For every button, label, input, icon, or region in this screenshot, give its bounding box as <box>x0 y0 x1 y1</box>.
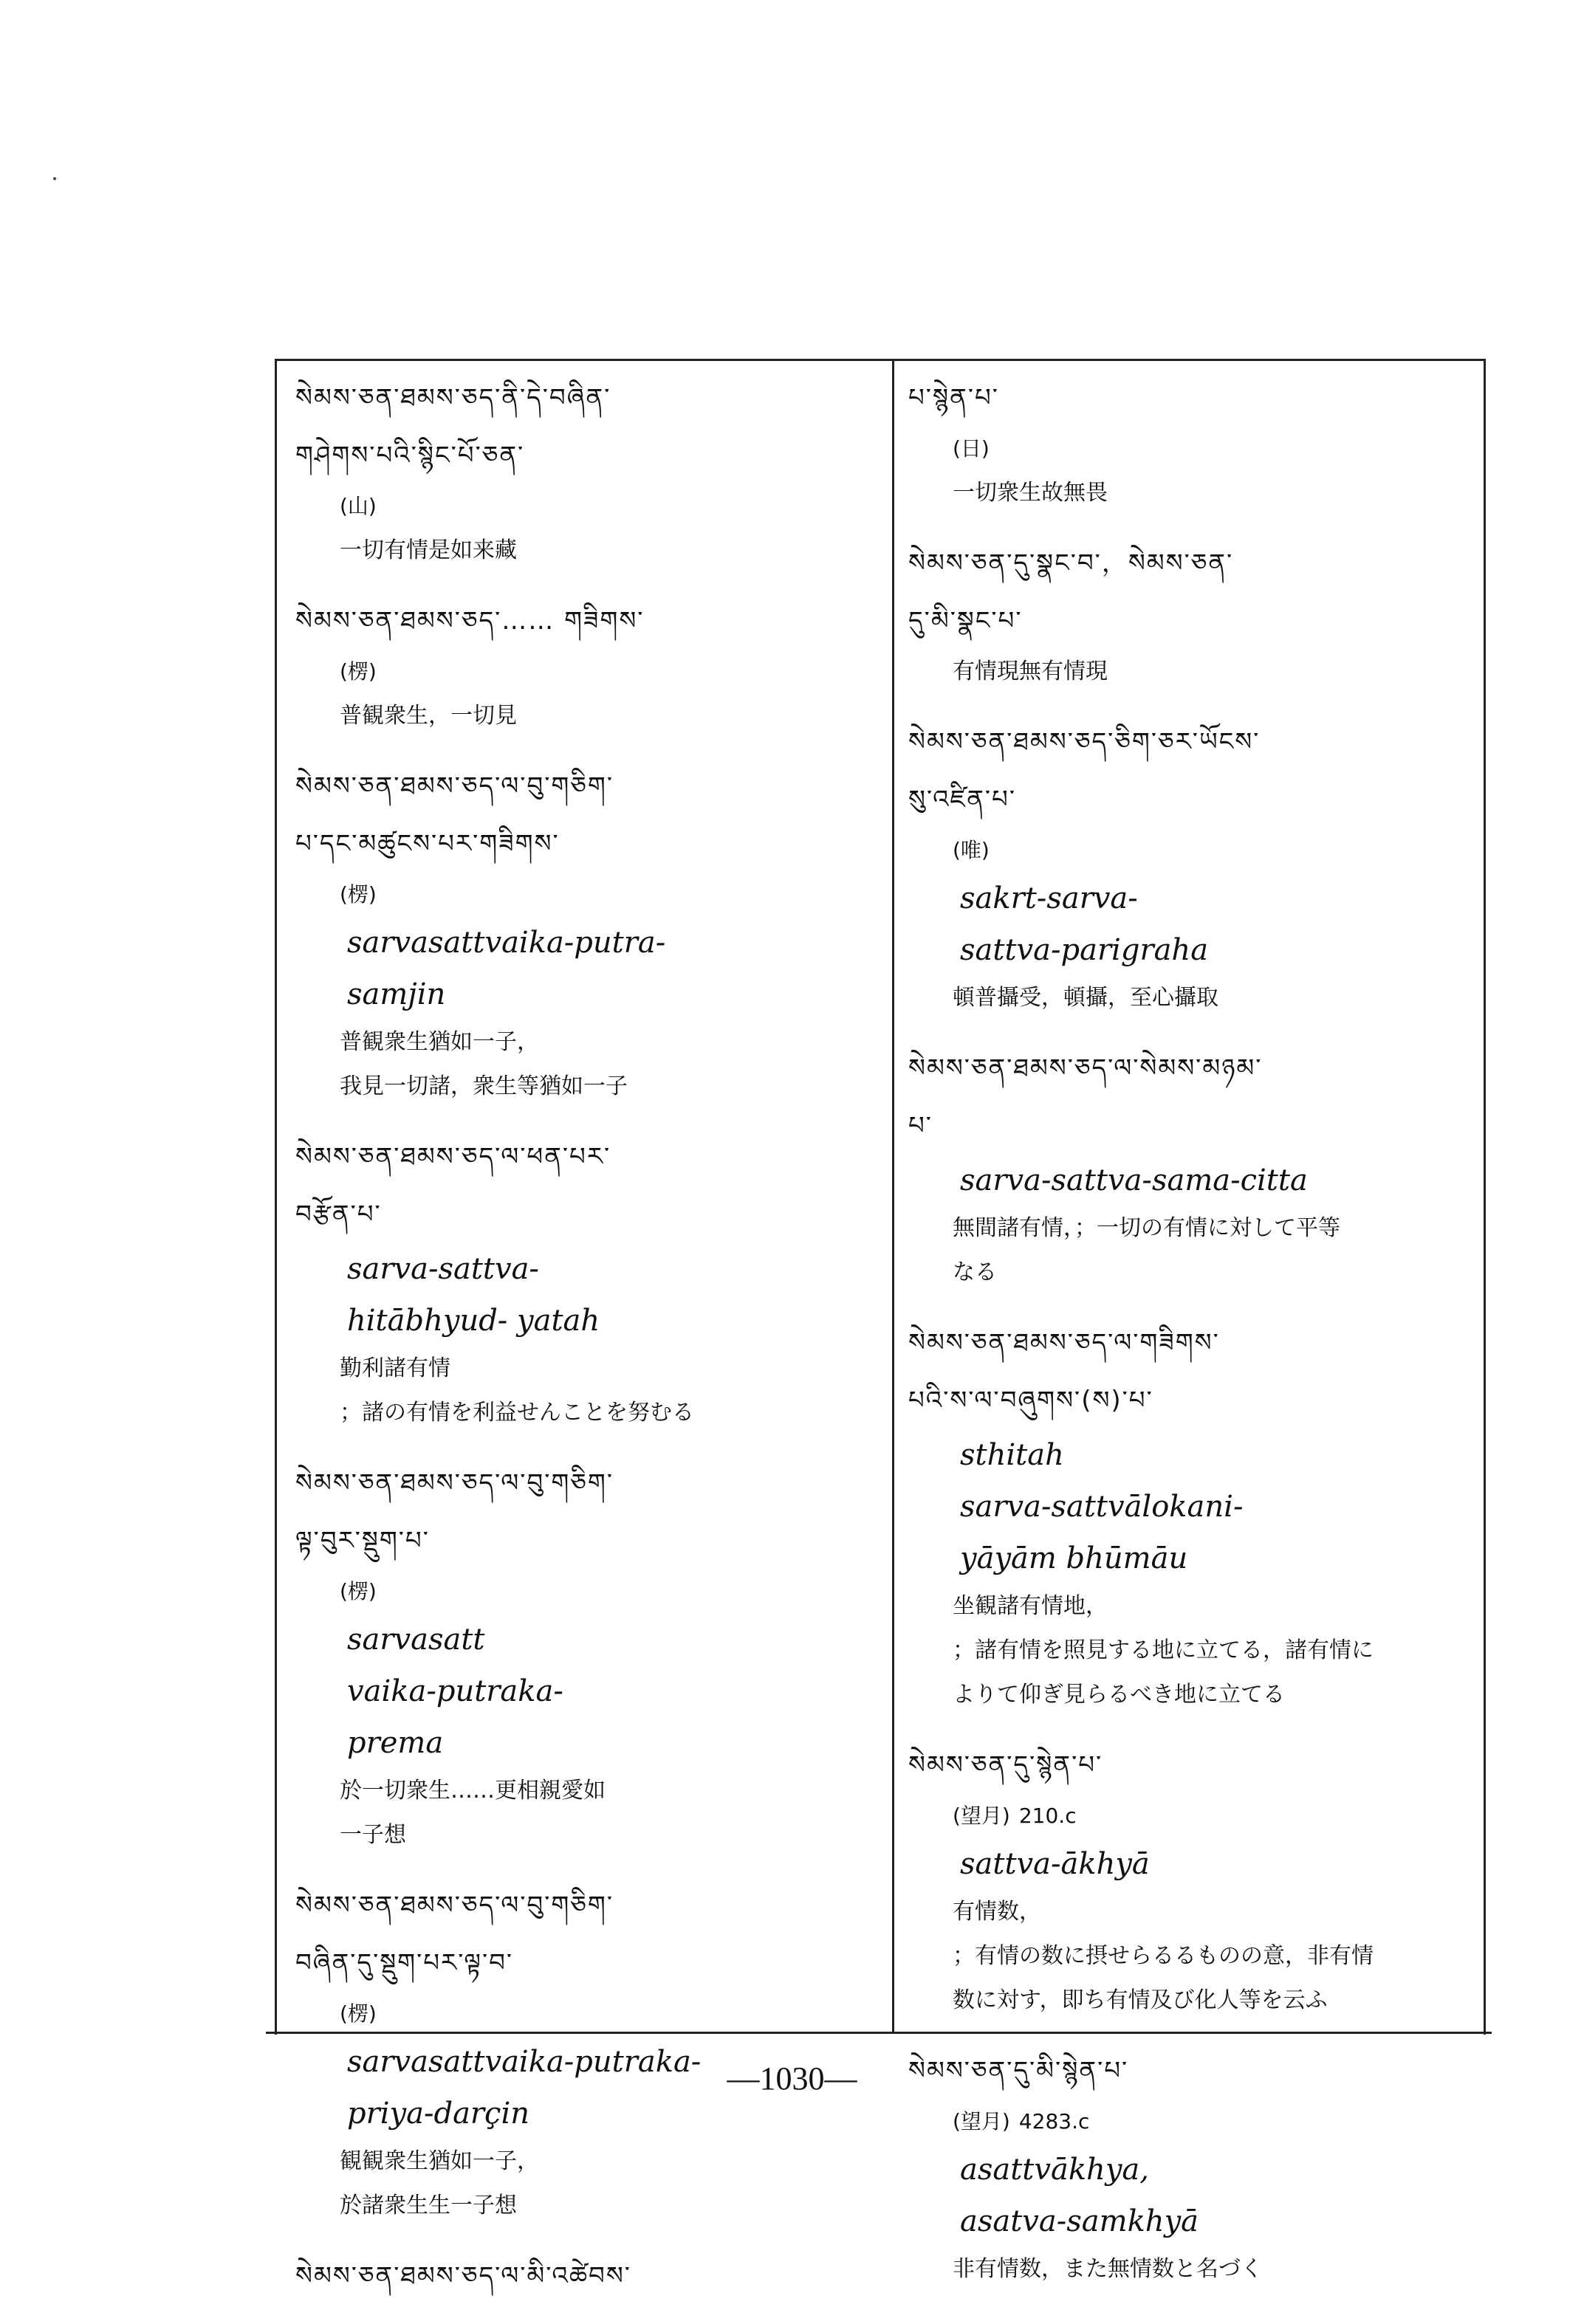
sanskrit-transliteration: prema <box>347 1726 444 1760</box>
source-reference <box>908 828 1477 873</box>
sanskrit-transliteration: samjin <box>347 977 446 1011</box>
source-tag: (山) <box>340 494 377 518</box>
gloss-line: 有情数， <box>953 1899 1041 1925</box>
dictionary-entry <box>908 1314 1477 1717</box>
source-tag: (望月) <box>953 2109 1010 2134</box>
source-page-ref: 210.c <box>1018 1804 1077 1828</box>
gloss-line: ；有情の数に摂せらるるものの意，非有情 <box>953 1943 1374 1969</box>
left-column <box>295 369 879 2324</box>
tibetan-headword-line: སེམས་ཅན་ཐམས་ཅད་ལ་བུ་གཅིག་ <box>295 1891 614 1920</box>
gloss-line: 於一切衆生……更相親愛如 <box>340 1778 606 1804</box>
tibetan-headword-line: བརྩོན་པ་ <box>295 1200 382 1229</box>
tibetan-headword-line: པ་སྙེན་པ་ <box>908 383 999 413</box>
tibetan-headword-line: དུ་མི་སྣང་པ་ <box>908 606 1023 636</box>
gloss-line: 頓普攝受，頓攝，至心攝取 <box>953 985 1218 1011</box>
gloss-line: 一子想 <box>340 1822 406 1848</box>
dictionary-entry <box>908 369 1477 515</box>
source-reference <box>908 427 1477 471</box>
dictionary-entry <box>295 1877 879 2228</box>
gloss-line: 勤利諸有情 <box>340 1355 450 1381</box>
source-reference <box>908 2100 1477 2144</box>
tibetan-headword-line: སེམས་ཅན་ཐམས་ཅད་ཅིག་ཅར་ཡོངས་ <box>908 727 1261 757</box>
dictionary-entry <box>295 592 879 738</box>
sanskrit-transliteration: sarvasattvaika-putra- <box>347 926 666 960</box>
sanskrit-transliteration: sarvasattvaika-putraka- <box>347 2045 702 2079</box>
source-reference <box>295 1992 879 2036</box>
tibetan-headword-line: སེམས་ཅན་ཐམས་ཅད་ནི་དེ་བཞིན་ <box>295 383 611 413</box>
tibetan-headword-line: སེམས་ཅན་ཐམས་ཅད་ལ་ཕན་པར་ <box>295 1142 611 1172</box>
sanskrit-transliteration: sattva-parigraha <box>960 933 1209 967</box>
gloss-line: 無間諸有情，；一切の有情に対して平等 <box>953 1215 1340 1241</box>
gloss-line: ；諸有情を照見する地に立てる，諸有情に <box>953 1637 1374 1663</box>
tibetan-headword-line: སུ་འཛིན་པ་ <box>908 785 1016 814</box>
dictionary-entry <box>908 1736 1477 2023</box>
dictionary-entry <box>295 757 879 1109</box>
dictionary-entry <box>908 534 1477 694</box>
sanskrit-transliteration: sarvasatt <box>347 1623 485 1657</box>
tibetan-headword-line: སེམས་ཅན་ཐམས་ཅད་ལ་སེམས་མཉམ་ <box>908 1053 1263 1083</box>
gloss-line: 普観衆生猶如一子， <box>340 1029 539 1055</box>
tibetan-headword-line: ལྟ་བུར་སྡུག་པ་ <box>295 1526 430 1555</box>
source-reference <box>295 484 879 529</box>
sanskrit-transliteration: vaika-putraka- <box>347 1674 563 1708</box>
gloss-line: 普観衆生，一切見 <box>340 703 517 729</box>
source-tag: (楞) <box>340 1579 377 1603</box>
dictionary-entry <box>295 1128 879 1435</box>
sanskrit-transliteration: sattva-ākhyā <box>960 1847 1150 1881</box>
source-reference <box>908 1794 1477 1838</box>
page-number: —1030— <box>727 2060 857 2097</box>
sanskrit-transliteration: sarva-sattva-sama-citta <box>960 1163 1308 1197</box>
dictionary-entry <box>295 369 879 573</box>
dictionary-entry <box>908 1039 1477 1295</box>
gloss-line: 坐観諸有情地， <box>953 1593 1108 1619</box>
gloss-line: 我見一切諸，衆生等猶如一子 <box>340 1073 628 1099</box>
sanskrit-transliteration: yāyām bhūmāu <box>960 1541 1188 1575</box>
tibetan-headword-line: པ་ <box>908 1111 933 1141</box>
sanskrit-transliteration: asattvākhya, <box>960 2153 1149 2187</box>
tibetan-headword-line: སེམས་ཅན་དུ་སྙེན་པ་ <box>908 1750 1103 1780</box>
gloss-line: なる <box>953 1259 997 1285</box>
gloss-line: ；諸の有情を利益せんことを努むる <box>340 1400 694 1426</box>
tibetan-headword-line: པ་དང་མཚུངས་པར་གཟིགས་ <box>295 829 560 859</box>
gloss-line: 於諸衆生生一子想 <box>340 2193 517 2218</box>
gloss-line: 有情現無有情現 <box>953 659 1108 684</box>
tibetan-headword-line: སེམས་ཅན་དུ་སྣང་བ་，སེམས་ཅན་ <box>908 549 1234 578</box>
source-page-ref: 4283.c <box>1018 2109 1090 2134</box>
dictionary-entry <box>908 713 1477 1020</box>
source-tag: (楞) <box>340 659 377 684</box>
source-reference <box>295 873 879 917</box>
dictionary-entry <box>295 1454 879 1857</box>
source-tag: (望月) <box>953 1804 1010 1828</box>
gloss-line: 数に対す，即ち有情及び化人等を云ふ <box>953 1987 1328 2013</box>
source-tag: (唯) <box>953 838 990 862</box>
gloss-line: よりて仰ぎ見らるべき地に立てる <box>953 1682 1285 1708</box>
tibetan-headword-line: བཞིན་དུ་སྡུག་པར་ལྟ་བ་ <box>295 1948 514 1978</box>
sanskrit-transliteration: priya-darçin <box>347 2097 530 2131</box>
column-divider <box>892 359 894 2033</box>
tibetan-headword-line: སེམས་ཅན་ཐམས་ཅད་ལ་གཟིགས་ <box>908 1328 1220 1358</box>
tibetan-headword-line: སེམས་ཅན་དུ་མི་སྙེན་པ་ <box>908 2056 1129 2086</box>
tibetan-headword-line: གཤེགས་པའི་སྙིང་པོ་ཅན་ <box>295 441 525 470</box>
tibetan-headword-line: སེམས་ཅན་ཐམས་ཅད་ལ་བུ་གཅིག་ <box>295 1468 614 1498</box>
gloss-line: 非有情数，また無情数と名づく <box>953 2256 1263 2282</box>
tibetan-headword-line: སེམས་ཅན་ཐམས་ཅད་ལ་མི་འཚེབས་ <box>295 2261 631 2291</box>
source-reference <box>295 650 879 694</box>
source-reference <box>295 1570 879 1614</box>
sanskrit-transliteration: hitābhyud- yatah <box>347 1304 600 1338</box>
sanskrit-transliteration: sakrt-sarva- <box>960 881 1138 915</box>
dictionary-entry <box>295 2247 879 2305</box>
tibetan-headword-line: སེམས་ཅན་ཐམས་ཅད་ལ་བུ་གཅིག་ <box>295 771 614 801</box>
source-tag: (楞) <box>340 882 377 907</box>
tibetan-headword-line: པའི་ས་ལ་བཞུགས་(ས)་པ་ <box>908 1386 1153 1415</box>
sanskrit-transliteration: sthitah <box>960 1438 1064 1472</box>
source-tag: (日) <box>953 436 990 461</box>
source-tag: (楞) <box>340 2001 377 2026</box>
scan-speck <box>53 177 56 180</box>
gloss-line: 一切衆生故無畏 <box>953 480 1108 506</box>
gloss-line: 一切有情是如来藏 <box>340 537 517 563</box>
sanskrit-transliteration: sarva-sattva- <box>347 1252 539 1286</box>
gloss-line: 観観衆生猶如一子， <box>340 2148 539 2174</box>
sanskrit-transliteration: sarva-sattvālokani- <box>960 1490 1244 1524</box>
sanskrit-transliteration: asatva-samkhyā <box>960 2204 1199 2238</box>
right-column <box>908 369 1477 2311</box>
tibetan-headword-line: སེམས་ཅན་ཐམས་ཅད་…… གཟིགས་ <box>295 606 645 636</box>
